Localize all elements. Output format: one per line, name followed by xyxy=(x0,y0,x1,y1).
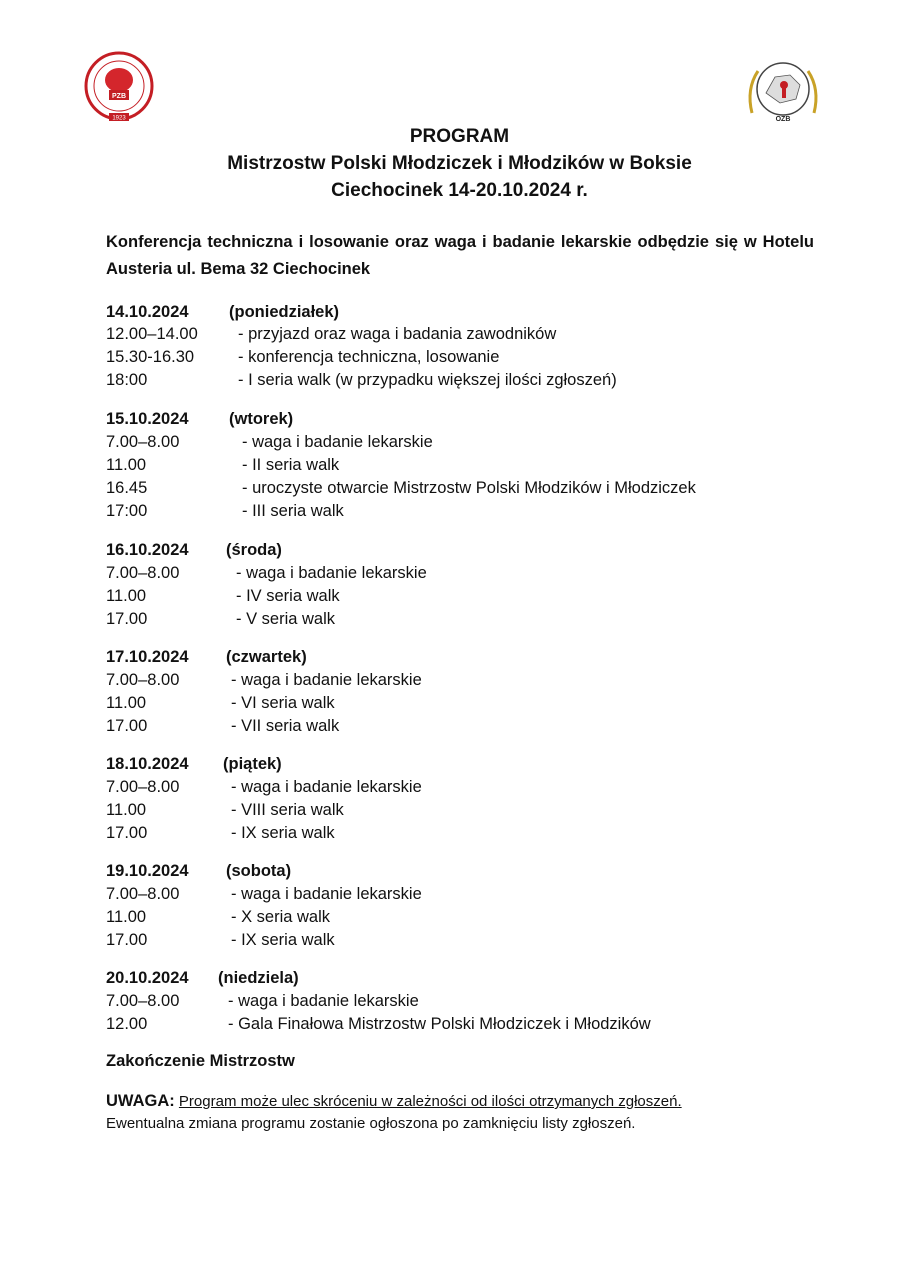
schedule-time: 15.30-16.30 xyxy=(106,348,195,366)
pzb-logo xyxy=(80,50,158,122)
schedule-row xyxy=(106,778,422,797)
schedule-desc: - waga i badanie lekarskie xyxy=(231,885,422,903)
schedule-time: 11.00 xyxy=(106,587,147,605)
schedule-row xyxy=(106,502,344,521)
schedule-time: 11.00 xyxy=(106,694,147,712)
day-date: 19.10.2024 xyxy=(106,862,189,880)
day-name: (poniedziałek) xyxy=(229,303,340,321)
note-line-1 xyxy=(106,1092,682,1111)
day-date: 15.10.2024 xyxy=(106,410,189,428)
day-name: (wtorek) xyxy=(229,410,294,428)
note-line-2: Ewentualna zmiana programu zostanie ogłoszona po zamknięciu listy zgłoszeń. xyxy=(106,1115,636,1132)
schedule-desc: - IX seria walk xyxy=(231,931,335,949)
day-heading xyxy=(106,541,282,560)
schedule-row xyxy=(106,992,419,1011)
schedule-time: 7.00–8.00 xyxy=(106,564,180,582)
note-label: UWAGA: xyxy=(106,1092,175,1110)
schedule-time: 11.00 xyxy=(106,801,147,819)
schedule-desc: - VI seria walk xyxy=(231,694,335,712)
schedule-desc: - przyjazd oraz waga i badania zawodników xyxy=(238,325,557,343)
day-date: 14.10.2024 xyxy=(106,303,189,321)
schedule-time: 7.00–8.00 xyxy=(106,433,180,451)
schedule-time: 11.00 xyxy=(106,456,147,474)
schedule-desc: - waga i badanie lekarskie xyxy=(242,433,433,451)
schedule-time: 17.00 xyxy=(106,717,148,735)
day-date: 18.10.2024 xyxy=(106,755,189,773)
day-name: (niedziela) xyxy=(218,969,299,987)
day-name: (środa) xyxy=(226,541,282,559)
day-date: 16.10.2024 xyxy=(106,541,189,559)
schedule-desc: - waga i badanie lekarskie xyxy=(228,992,419,1010)
schedule-desc: - konferencja techniczna, losowanie xyxy=(238,348,500,366)
schedule-row xyxy=(106,325,557,344)
day-name: (sobota) xyxy=(226,862,292,880)
day-heading xyxy=(106,303,340,322)
schedule-desc: - X seria walk xyxy=(231,908,331,926)
intro-paragraph: Konferencja techniczna i losowanie oraz waga i badanie lekarskie odbędzie się w Hotelu Austeria ul. Bema 32 Ciechocinek xyxy=(106,233,814,278)
day-date: 17.10.2024 xyxy=(106,648,189,666)
day-name: (czwartek) xyxy=(226,648,307,666)
schedule-row xyxy=(106,671,422,690)
closing-heading: Zakończenie Mistrzostw xyxy=(106,1052,295,1070)
schedule-desc: - I seria walk (w przypadku większej ilości zgłoszeń) xyxy=(238,371,617,389)
day-heading xyxy=(106,755,282,774)
schedule-row xyxy=(106,885,422,904)
schedule-row xyxy=(106,371,617,390)
day-heading xyxy=(106,969,299,988)
schedule-desc: - III seria walk xyxy=(242,502,344,520)
schedule-row xyxy=(106,908,331,927)
schedule-desc: - IV seria walk xyxy=(236,587,340,605)
schedule-time: 7.00–8.00 xyxy=(106,778,180,796)
schedule-time: 7.00–8.00 xyxy=(106,885,180,903)
schedule-desc: - V seria walk xyxy=(236,610,336,628)
schedule-time: 17.00 xyxy=(106,610,148,628)
schedule-row xyxy=(106,694,335,713)
schedule-time: 12.00–14.00 xyxy=(106,325,198,343)
schedule-time: 18:00 xyxy=(106,371,148,389)
schedule-row xyxy=(106,1015,651,1034)
schedule-row xyxy=(106,801,344,820)
schedule-row xyxy=(106,433,433,452)
kpozb-logo xyxy=(742,55,824,125)
schedule-time: 17:00 xyxy=(106,502,148,520)
schedule-desc: - II seria walk xyxy=(242,456,340,474)
schedule-row xyxy=(106,587,340,606)
schedule-row xyxy=(106,931,335,950)
schedule-time: 11.00 xyxy=(106,908,147,926)
schedule-desc: - waga i badanie lekarskie xyxy=(231,778,422,796)
day-date: 20.10.2024 xyxy=(106,969,189,987)
schedule-row xyxy=(106,717,340,736)
schedule-time: 7.00–8.00 xyxy=(106,992,180,1010)
day-name: (piątek) xyxy=(223,755,282,773)
schedule-desc: - IX seria walk xyxy=(231,824,335,842)
schedule-desc: - VII seria walk xyxy=(231,717,340,735)
day-heading xyxy=(106,410,294,429)
svg-text:1923: 1923 xyxy=(112,115,126,122)
svg-text:PZB: PZB xyxy=(112,93,126,100)
schedule-time: 17.00 xyxy=(106,824,148,842)
schedule-desc: - uroczyste otwarcie Mistrzostw Polski Młodzików i Młodziczek xyxy=(242,479,696,497)
schedule-time: 12.00 xyxy=(106,1015,148,1033)
day-heading xyxy=(106,862,292,881)
schedule-row xyxy=(106,564,427,583)
schedule-desc: - Gala Finałowa Mistrzostw Polski Młodziczek i Młodzików xyxy=(228,1015,651,1033)
page-date-line: Ciechocinek 14-20.10.2024 r. xyxy=(331,180,588,201)
page-title: PROGRAM xyxy=(409,126,510,147)
schedule-row xyxy=(106,456,340,475)
schedule-desc: - waga i badanie lekarskie xyxy=(236,564,427,582)
schedule-row xyxy=(106,610,336,629)
schedule-row xyxy=(106,824,335,843)
schedule-time: 16.45 xyxy=(106,479,148,497)
svg-text:OZB: OZB xyxy=(775,116,791,123)
schedule-time: 17.00 xyxy=(106,931,148,949)
note-underlined-text: Program może ulec skróceniu w zależności od ilości otrzymanych zgłoszeń. xyxy=(178,1093,682,1110)
schedule-row xyxy=(106,479,696,498)
schedule-time: 7.00–8.00 xyxy=(106,671,180,689)
day-heading xyxy=(106,648,307,667)
page-subtitle: Mistrzostw Polski Młodziczek i Młodzików w Boksie xyxy=(227,153,692,174)
schedule-row xyxy=(106,348,500,367)
schedule-desc: - VIII seria walk xyxy=(231,801,344,819)
schedule-desc: - waga i badanie lekarskie xyxy=(231,671,422,689)
